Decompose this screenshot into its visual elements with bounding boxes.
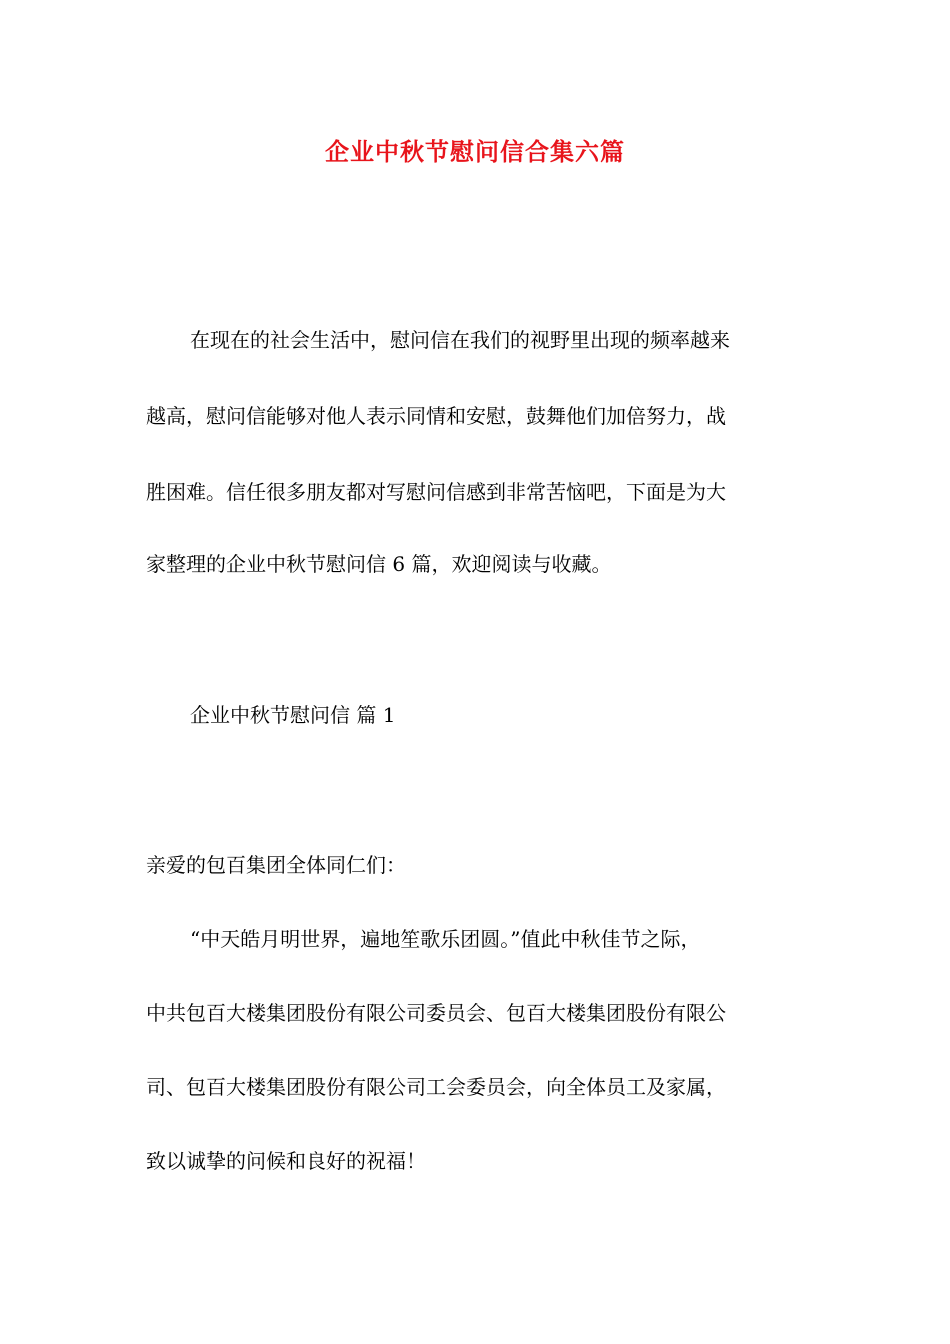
intro-line-2: 越高，慰问信能够对他人表示同情和安慰，鼓舞他们加倍努力，战 [146,404,726,428]
intro-line-1: 在现在的社会生活中，慰问信在我们的视野里出现的频率越来 [190,328,730,352]
intro-line-4: 家整理的企业中秋节慰问信 6 篇，欢迎阅读与收藏。 [146,552,612,576]
body-line-1: “中天皓月明世界，遍地笙歌乐团圆。”值此中秋佳节之际， [190,927,701,951]
document-title: 企业中秋节慰问信合集六篇 [325,137,625,166]
body-line-3: 司、包百大楼集团股份有限公司工会委员会，向全体员工及家属， [146,1075,726,1099]
section-heading: 企业中秋节慰问信 篇 1 [190,703,396,727]
body-line-2: 中共包百大楼集团股份有限公司委员会、包百大楼集团股份有限公 [146,1001,726,1025]
intro-line-3: 胜困难。信任很多朋友都对写慰问信感到非常苦恼吧，下面是为大 [146,480,726,504]
body-line-4: 致以诚挚的问候和良好的祝福！ [146,1149,426,1173]
salutation: 亲爱的包百集团全体同仁们： [146,853,406,877]
